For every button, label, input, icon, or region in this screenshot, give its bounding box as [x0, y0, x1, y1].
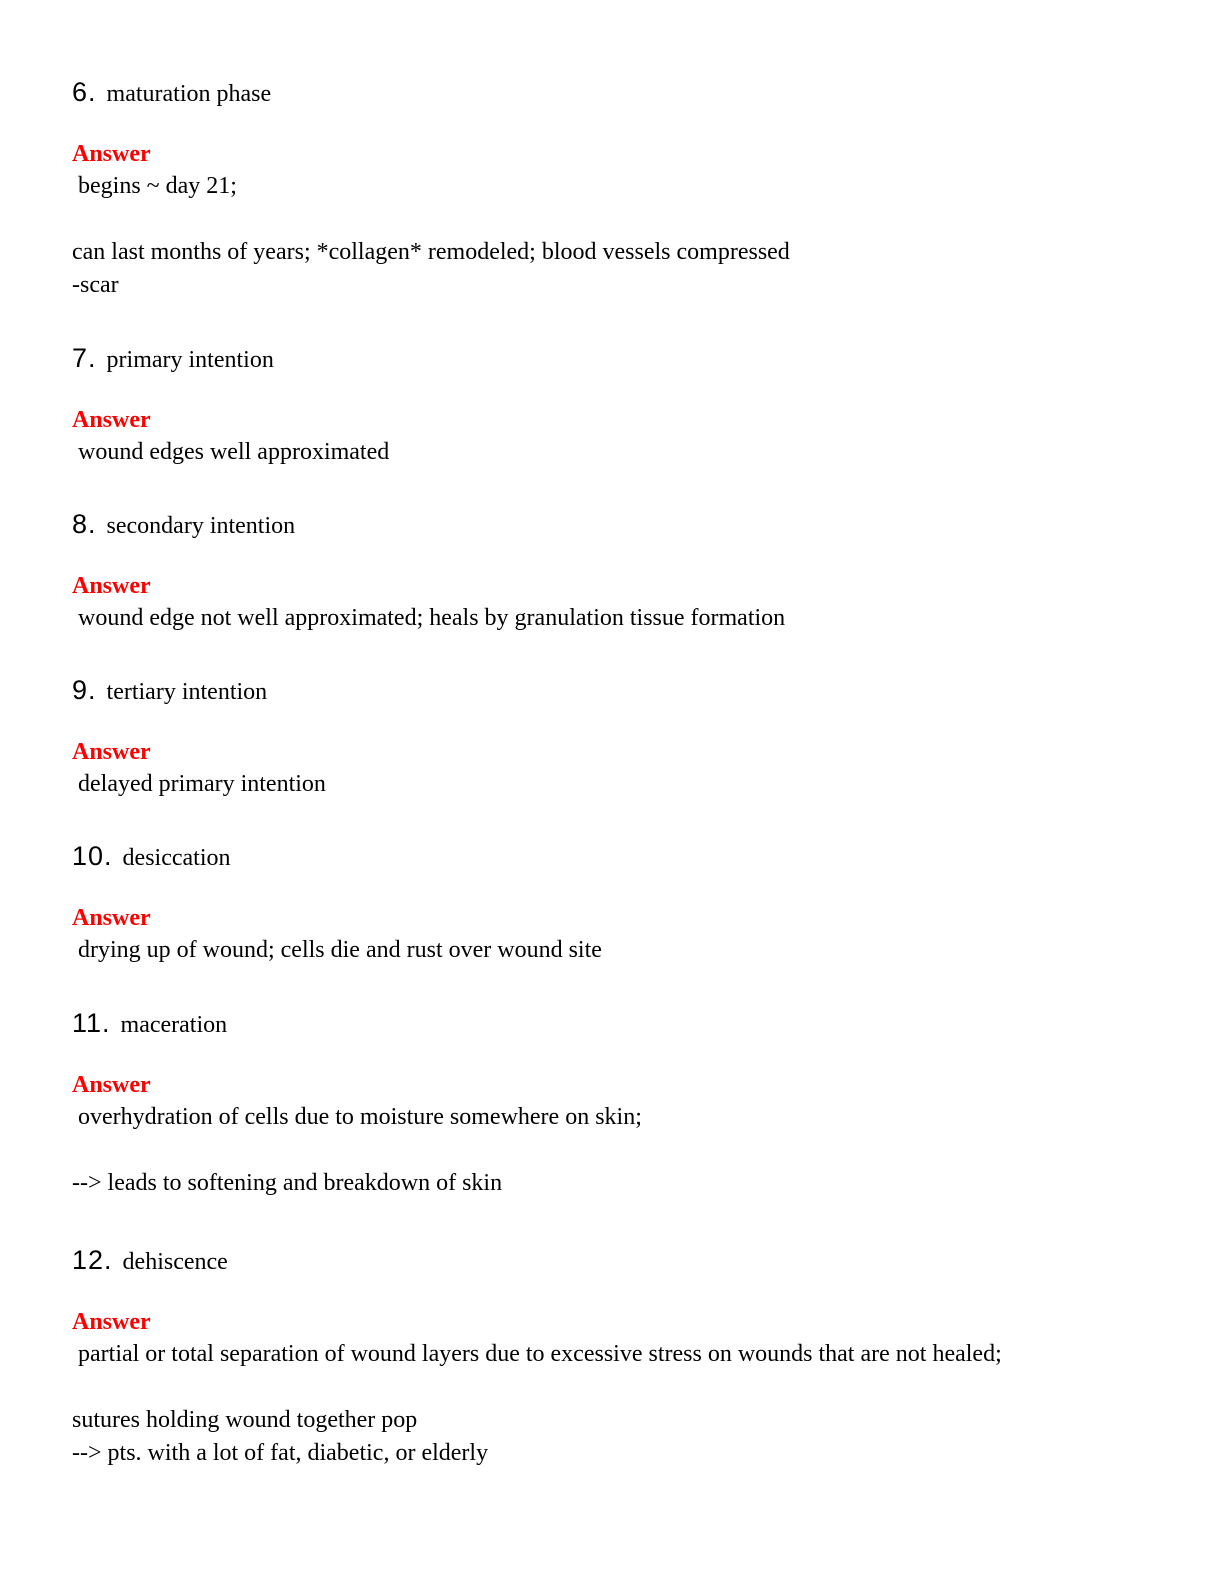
answer-text: overhydration of cells due to moisture somewhere on skin; --> leads to softening and breakdown of skin	[72, 1104, 642, 1196]
question-term: maceration	[120, 1012, 228, 1038]
answer-label: Answer	[72, 905, 151, 931]
question-term: tertiary intention	[106, 679, 268, 705]
question-term: secondary intention	[106, 513, 296, 539]
qa-item-11	[72, 1006, 1172, 1200]
question-line	[72, 75, 1172, 109]
question-number: 8.	[72, 509, 97, 539]
answer-text: wound edge not well approximated; heals by granulation tissue formation	[72, 605, 786, 631]
question-line	[72, 839, 1172, 873]
question-line	[72, 673, 1172, 707]
question-number: 9.	[72, 675, 97, 705]
answer-text: begins ~ day 21; can last months of years; *collagen* remodeled; blood vessels compressed -scar	[72, 173, 790, 298]
qa-item-9	[72, 673, 1172, 801]
question-number: 7.	[72, 343, 97, 373]
answer-label: Answer	[72, 739, 151, 765]
qa-item-8	[72, 507, 1172, 635]
qa-item-7	[72, 341, 1172, 469]
question-term: desiccation	[122, 845, 231, 871]
answer-label: Answer	[72, 573, 151, 599]
question-line	[72, 341, 1172, 375]
answer-text: delayed primary intention	[72, 771, 326, 797]
answer-text: wound edges well approximated	[72, 439, 390, 465]
answer-label: Answer	[72, 1072, 151, 1098]
answer-text: drying up of wound; cells die and rust over wound site	[72, 937, 602, 963]
qa-item-6	[72, 75, 1172, 302]
question-line	[72, 1006, 1172, 1040]
question-term: dehiscence	[122, 1249, 228, 1275]
question-number: 10.	[72, 841, 113, 871]
answer-label: Answer	[72, 407, 151, 433]
question-number: 12.	[72, 1245, 113, 1275]
question-term: primary intention	[106, 347, 274, 373]
question-number: 6.	[72, 77, 97, 107]
qa-item-12	[72, 1243, 1172, 1470]
question-line	[72, 507, 1172, 541]
answer-label: Answer	[72, 1309, 151, 1335]
answer-label: Answer	[72, 141, 151, 167]
question-number: 11.	[72, 1008, 111, 1038]
qa-item-10	[72, 839, 1172, 967]
question-line	[72, 1243, 1172, 1277]
answer-text: partial or total separation of wound layers due to excessive stress on wounds that are not healed; sutures holding wound together pop --> pts. with a lot of fat, diabetic, or elderly	[72, 1341, 1002, 1466]
question-term: maturation phase	[106, 81, 272, 107]
